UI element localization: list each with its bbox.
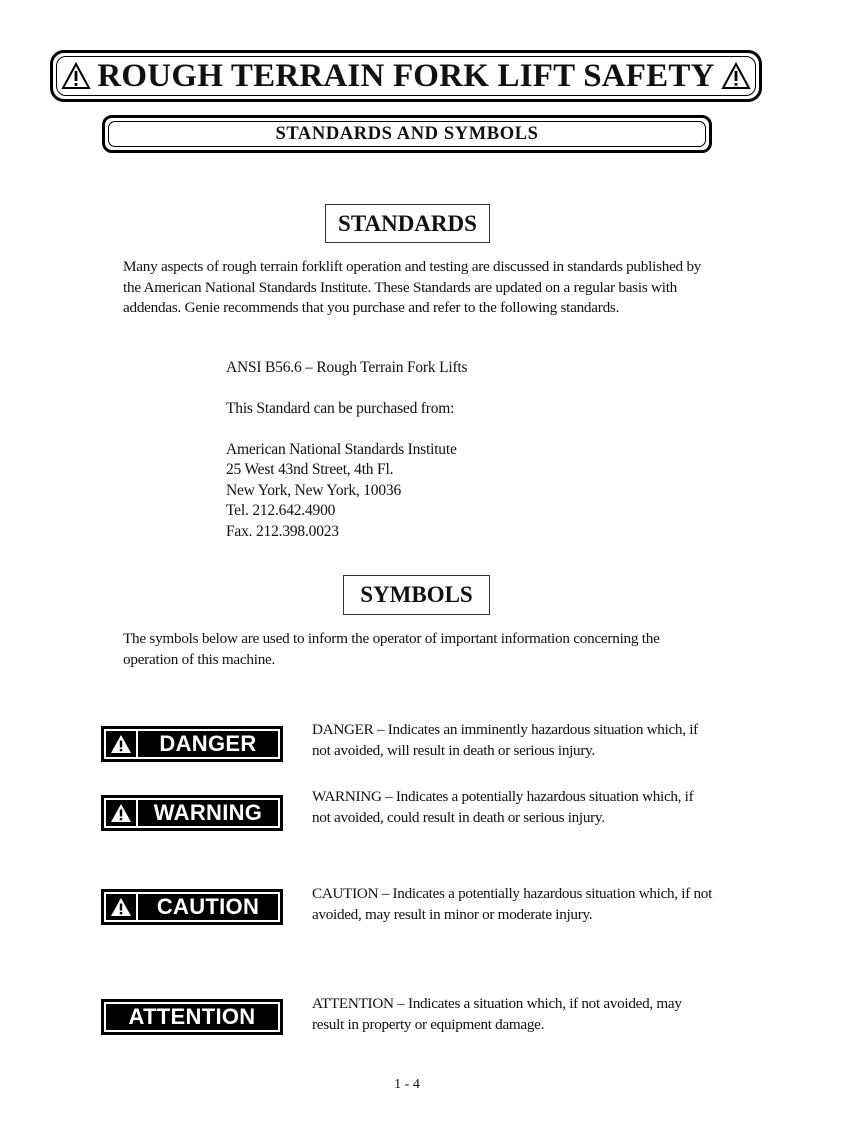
caution-description: CAUTION – Indicates a potentially hazardous situation which, if not avoided, may result in minor or moderate injury.: [312, 885, 712, 923]
warning-triangle-icon: [110, 897, 132, 917]
page-number: 1 - 4: [394, 1077, 420, 1092]
standards-heading: STANDARDS: [325, 204, 490, 243]
warning-triangle-icon: [721, 62, 751, 90]
caution-label: [101, 889, 283, 925]
attention-description: ATTENTION – Indicates a situation which, if not avoided, may result in property or equipment damage.: [312, 995, 682, 1033]
standards-intro: Many aspects of rough terrain forklift operation and testing are discussed in standards published by the American National Standards Institute. These Standards are updated on a regular basis with addendas. Genie recommends that you purchase and refer to the following standards.: [123, 258, 702, 316]
purchase-note: This Standard can be purchased from:: [226, 400, 455, 417]
address-tel: Tel. 212.642.4900: [226, 502, 336, 519]
danger-description: DANGER – Indicates an imminently hazardous situation which, if not avoided, will result in death or serious injury.: [312, 721, 698, 759]
page-subtitle: STANDARDS AND SYMBOLS: [275, 123, 539, 144]
caution-label-text: CAUTION: [156, 894, 260, 919]
warning-description: WARNING – Indicates a potentially hazardous situation which, if not avoided, could result in death or serious injury.: [312, 788, 694, 826]
address-street: 25 West 43nd Street, 4th Fl.: [226, 461, 394, 478]
subtitle-banner: [102, 115, 712, 153]
title-banner: [50, 50, 762, 102]
address-org: American National Standards Institute: [226, 441, 457, 458]
attention-label-text: ATTENTION: [128, 1004, 256, 1029]
warning-label: [101, 795, 283, 831]
warning-triangle-icon: [110, 803, 132, 823]
page-title: ROUGH TERRAIN FORK LIFT SAFETY: [97, 57, 715, 94]
address-fax: Fax. 212.398.0023: [226, 523, 339, 540]
standard-name: ANSI B56.6 – Rough Terrain Fork Lifts: [226, 359, 468, 376]
attention-label: [101, 999, 283, 1035]
symbols-intro: The symbols below are used to inform the operator of important information concerning the operation of this machine.: [123, 630, 660, 668]
warning-triangle-icon: [61, 62, 91, 90]
danger-label: [101, 726, 283, 762]
warning-triangle-icon: [110, 734, 132, 754]
address-city: New York, New York, 10036: [226, 482, 401, 499]
danger-label-text: DANGER: [159, 731, 257, 756]
symbols-heading: SYMBOLS: [343, 575, 490, 615]
warning-label-text: WARNING: [153, 800, 263, 825]
